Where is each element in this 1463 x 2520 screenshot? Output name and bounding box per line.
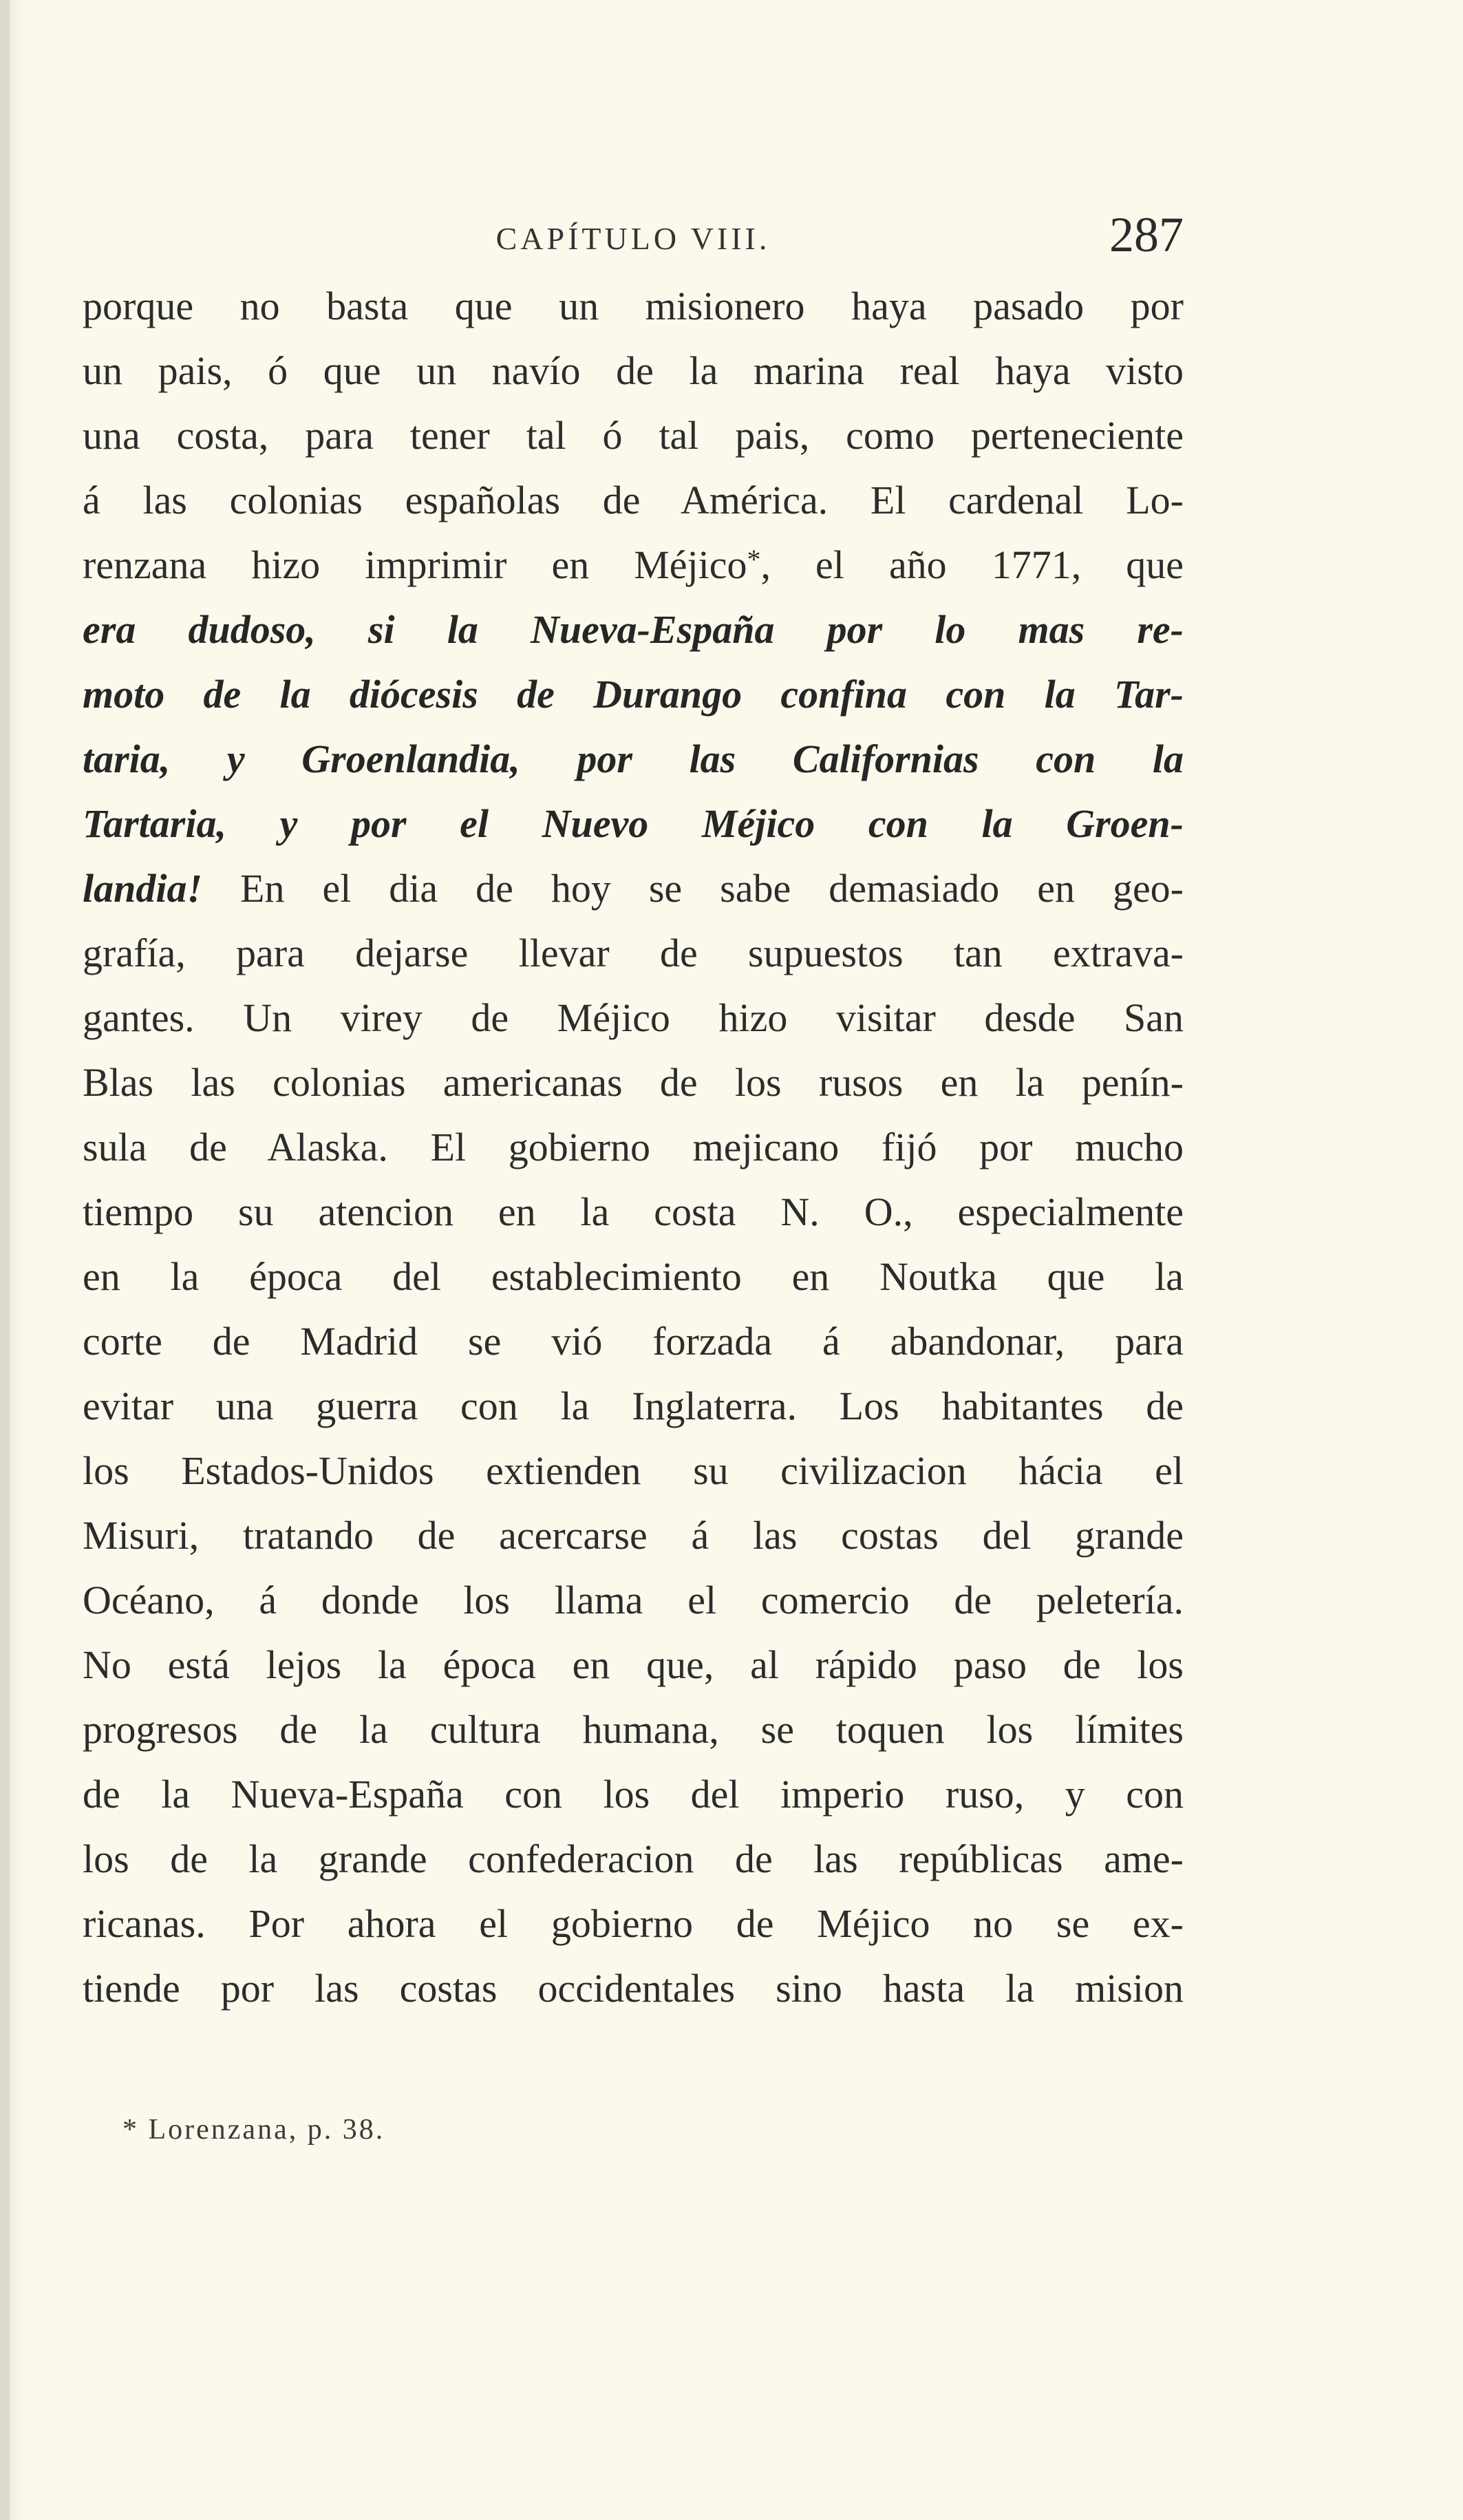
- text-line-15: tiempo su atencion en la costa N. O., especialmente: [83, 1189, 1184, 1234]
- text-line-2: un pais, ó que un navío de la marina real haya visto: [83, 348, 1184, 393]
- running-head: CAPÍTULO VIII.: [495, 221, 771, 256]
- text-line-20: Misuri, tratando de acercarse á las costas del grande: [83, 1513, 1184, 1558]
- text-line-10-italic: landia!: [83, 866, 203, 911]
- text-line-3: una costa, para tener tal ó tal pais, como perteneciente: [83, 413, 1184, 458]
- text-line-19: los Estados-Unidos extienden su civilizacion hácia el: [83, 1448, 1184, 1493]
- page-header: [83, 207, 1184, 268]
- text-line-7-italic: moto de la diócesis de Durango confina con la Tar-: [83, 672, 1184, 717]
- text-line-5: [83, 533, 1184, 597]
- text-line-24: de la Nueva-España con los del imperio ruso, y con: [83, 1772, 1184, 1817]
- text-line-14: sula de Alaska. El gobierno mejicano fijó por mucho: [83, 1125, 1184, 1169]
- text-line-13: Blas las colonias americanas de los rusos en la penín-: [83, 1060, 1184, 1105]
- text-line-21: Océano, á donde los llama el comercio de peletería.: [83, 1578, 1184, 1622]
- text-line-25: los de la grande confederacion de las repúblicas ame-: [83, 1836, 1184, 1881]
- text-line-5-start: renzana hizo imprimir en Méjico: [83, 542, 747, 587]
- text-line-1: porque no basta que un misionero haya pasado por: [83, 284, 1184, 328]
- page-gutter-shadow: [0, 0, 10, 2520]
- text-line-10-end: En el dia de hoy se sabe demasiado en geo-: [202, 866, 1184, 911]
- footnote-marker: *: [747, 544, 761, 575]
- footnote: * Lorenzana, p. 38.: [122, 2114, 385, 2146]
- text-line-5-end: , el año 1771, que: [760, 542, 1184, 587]
- text-line-27: tiende por las costas occidentales sino hasta la mision: [83, 1966, 1184, 2011]
- text-line-16: en la época del establecimiento en Noutka que la: [83, 1254, 1184, 1299]
- text-line-11: grafía, para dejarse llevar de supuestos tan extrava-: [83, 931, 1184, 975]
- page-number: 287: [1109, 207, 1184, 262]
- text-line-10: [83, 856, 1184, 921]
- text-line-8-italic: taria, y Groenlandia, por las Californias con la: [83, 737, 1184, 781]
- body-text: [83, 274, 1184, 2021]
- text-line-4: á las colonias españolas de América. El cardenal Lo-: [83, 478, 1184, 522]
- text-line-17: corte de Madrid se vió forzada á abandonar, para: [83, 1319, 1184, 1364]
- text-line-9-italic: Tartaria, y por el Nuevo Méjico con la Groen-: [83, 801, 1184, 846]
- text-line-18: evitar una guerra con la Inglaterra. Los habitantes de: [83, 1384, 1184, 1428]
- text-line-12: gantes. Un virey de Méjico hizo visitar desde San: [83, 995, 1184, 1040]
- text-line-23: progresos de la cultura humana, se toquen los límites: [83, 1707, 1184, 1752]
- text-line-6-italic: era dudoso, si la Nueva-España por lo mas re-: [83, 607, 1184, 652]
- text-line-22: No está lejos la época en que, al rápido paso de los: [83, 1642, 1184, 1687]
- text-line-26: ricanas. Por ahora el gobierno de Méjico no se ex-: [83, 1901, 1184, 1946]
